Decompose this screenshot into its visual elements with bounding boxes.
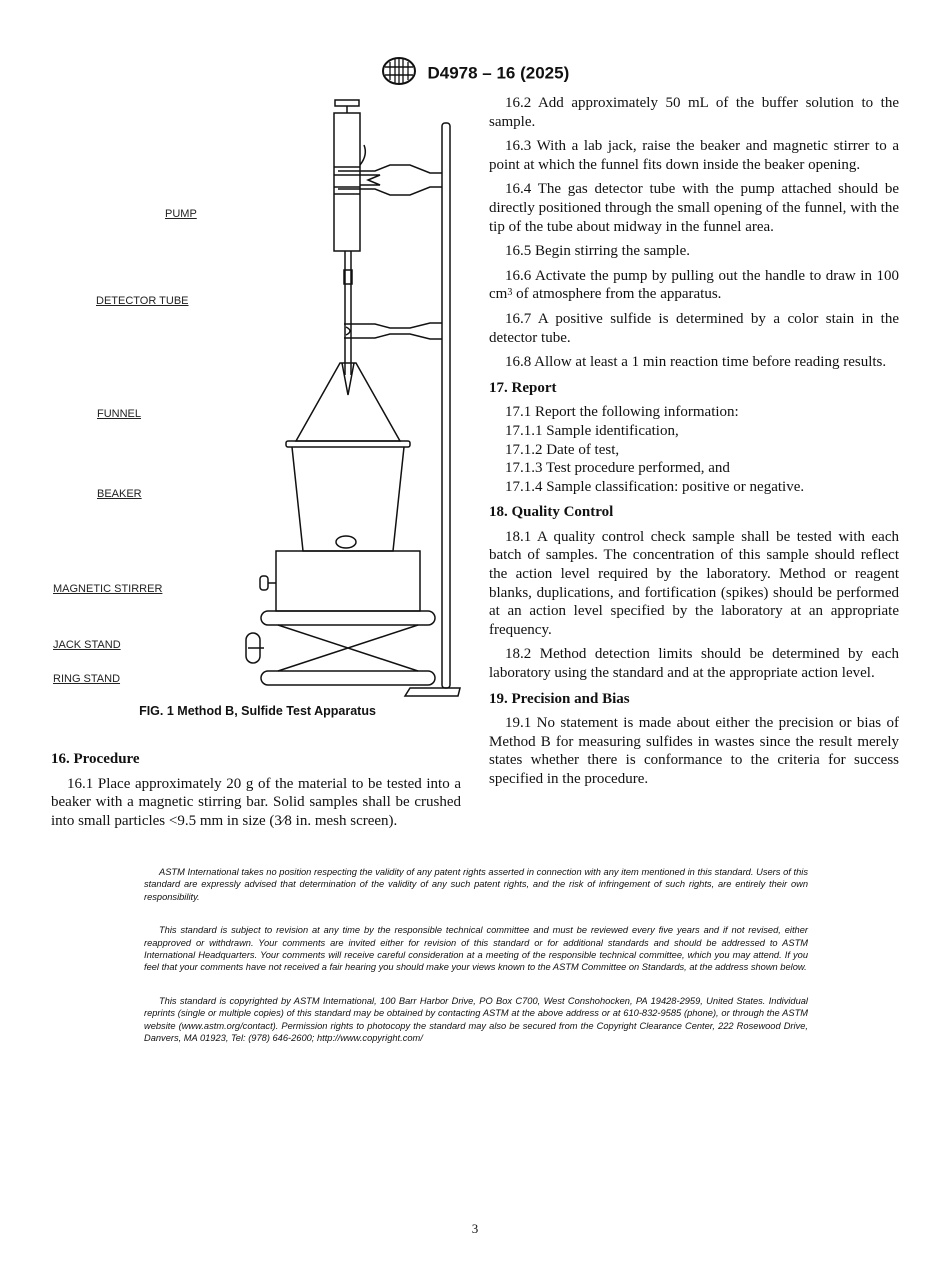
paragraph-16-6 [489, 267, 899, 304]
list-item-17-1-1: 17.1.1 Sample identification, [505, 422, 679, 439]
paragraph-17-1: 17.1 Report the following information: [505, 404, 739, 421]
paragraph-16-6-text-end: of atmosphere from the apparatus. [512, 286, 722, 303]
list-item-17-1-3: 17.1.3 Test procedure performed, and [505, 460, 730, 477]
astm-logo-icon [381, 56, 417, 91]
paragraph-16-3: 16.3 With a lab jack, raise the beaker and magnetic stirrer to a point at which the funnel fits down inside the beaker opening. [489, 138, 899, 173]
label-magnetic-stirrer: MAGNETIC STIRRER [53, 583, 163, 595]
paragraph-16-6-text: 16.6 Activate the pump by pulling out the handle to draw in 100 cm [489, 267, 899, 303]
section-heading-17: 17. Report [489, 379, 557, 396]
revision-notice: This standard is subject to revision at any time by the responsible technical committee and must be reviewed every five years and if not revised, either reapproved or withdrawn. Your comments are invited either for revision of this standard or for additional standards and should be addressed to ASTM International Headquarters. Your comments will receive careful consideration at a meeting of the responsible technical committee, which you may attend. If you feel that your comments have not received a fair hearing you should make your views known to the ASTM Committee on Standards, at the address shown below. [144, 925, 808, 973]
paragraph-19-1: 19.1 No statement is made about either the precision or bias of Method B for measuring sulfides in wastes since the result merely states whether there is conformance to the criteria for success specified in the procedure. [489, 715, 899, 787]
page-number: 3 [471, 1221, 479, 1236]
paragraph-18-1: 18.1 A quality control check sample shall be tested with each batch of samples. The concentration of this sample should reflect the action level required by the laboratory. Method or reagent blanks, duplications, and fortification (spikes) should be performed at an action level specified by the laboratory at an appropriate frequency. [489, 528, 899, 638]
section-heading-18: 18. Quality Control [489, 504, 614, 521]
label-funnel: FUNNEL [97, 408, 142, 420]
copyright-notice: This standard is copyrighted by ASTM International, 100 Barr Harbor Drive, PO Box C700, West Conshohocken, PA 19428-2959, United States. Individual reprints (single or multiple copies) of this standard may be obtained by contacting ASTM at the above address or at 610-832-9585 (phone), or through the ASTM website (www.astm.org/contact). Permission rights to photocopy the standard may also be secured from the Copyright Clearance Center, 222 Rosewood Drive, Danvers, MA 01923, Tel: (978) 646-2600; http://www.copyright.com/ [144, 995, 808, 1044]
list-item-17-1-4: 17.1.4 Sample classification: positive or negative. [505, 478, 805, 495]
label-detector-tube: DETECTOR TUBE [96, 295, 189, 307]
figure-caption: FIG. 1 Method B, Sulfide Test Apparatus [139, 704, 376, 718]
left-column [51, 743, 461, 836]
figure-apparatus [50, 95, 465, 735]
section-heading-19: 19. Precision and Bias [489, 690, 630, 707]
paragraph-16-8: 16.8 Allow at least a 1 min reaction time before reading results. [505, 354, 887, 371]
section-heading-16: 16. Procedure [51, 751, 140, 767]
legal-notes [144, 866, 808, 1065]
right-column [489, 94, 899, 795]
label-jack-stand: JACK STAND [53, 639, 121, 651]
label-ring-stand: RING STAND [53, 673, 121, 685]
apparatus-drawing [50, 95, 465, 705]
patent-notice: ASTM International takes no position respecting the validity of any patent rights asserted in connection with any item mentioned in this standard. Users of this standard are expressly advised that determination of the validity of any such patent rights, and the risk of infringement of such rights, are entirely their own responsibility. [144, 867, 808, 902]
paragraph-16-5: 16.5 Begin stirring the sample. [505, 243, 690, 260]
label-beaker: BEAKER [97, 488, 142, 500]
document-designation: D4978 – 16 (2025) [427, 63, 570, 83]
paragraph-16-2: 16.2 Add approximately 50 mL of the buffer solution to the sample. [489, 95, 899, 130]
superscript: 3 [507, 287, 513, 299]
label-pump: PUMP [165, 208, 197, 220]
paragraph-16-4: 16.4 The gas detector tube with the pump attached should be directly positioned through the small opening of the funnel, with the tip of the tube about midway in the funnel area. [489, 181, 899, 235]
paragraph-16-7: 16.7 A positive sulfide is determined by a color stain in the detector tube. [489, 310, 899, 346]
list-item-17-1-2: 17.1.2 Date of test, [505, 441, 620, 458]
paragraph-18-2: 18.2 Method detection limits should be determined by each laboratory using the standard and at the appropriate action level. [489, 646, 899, 682]
page-header [0, 56, 950, 91]
paragraph-16-1: 16.1 Place approximately 20 g of the material to be tested into a beaker with a magnetic stirring bar. Solid samples shall be crushed into small particles <9.5 mm in size (3⁄8 in. mesh screen). [51, 775, 461, 829]
